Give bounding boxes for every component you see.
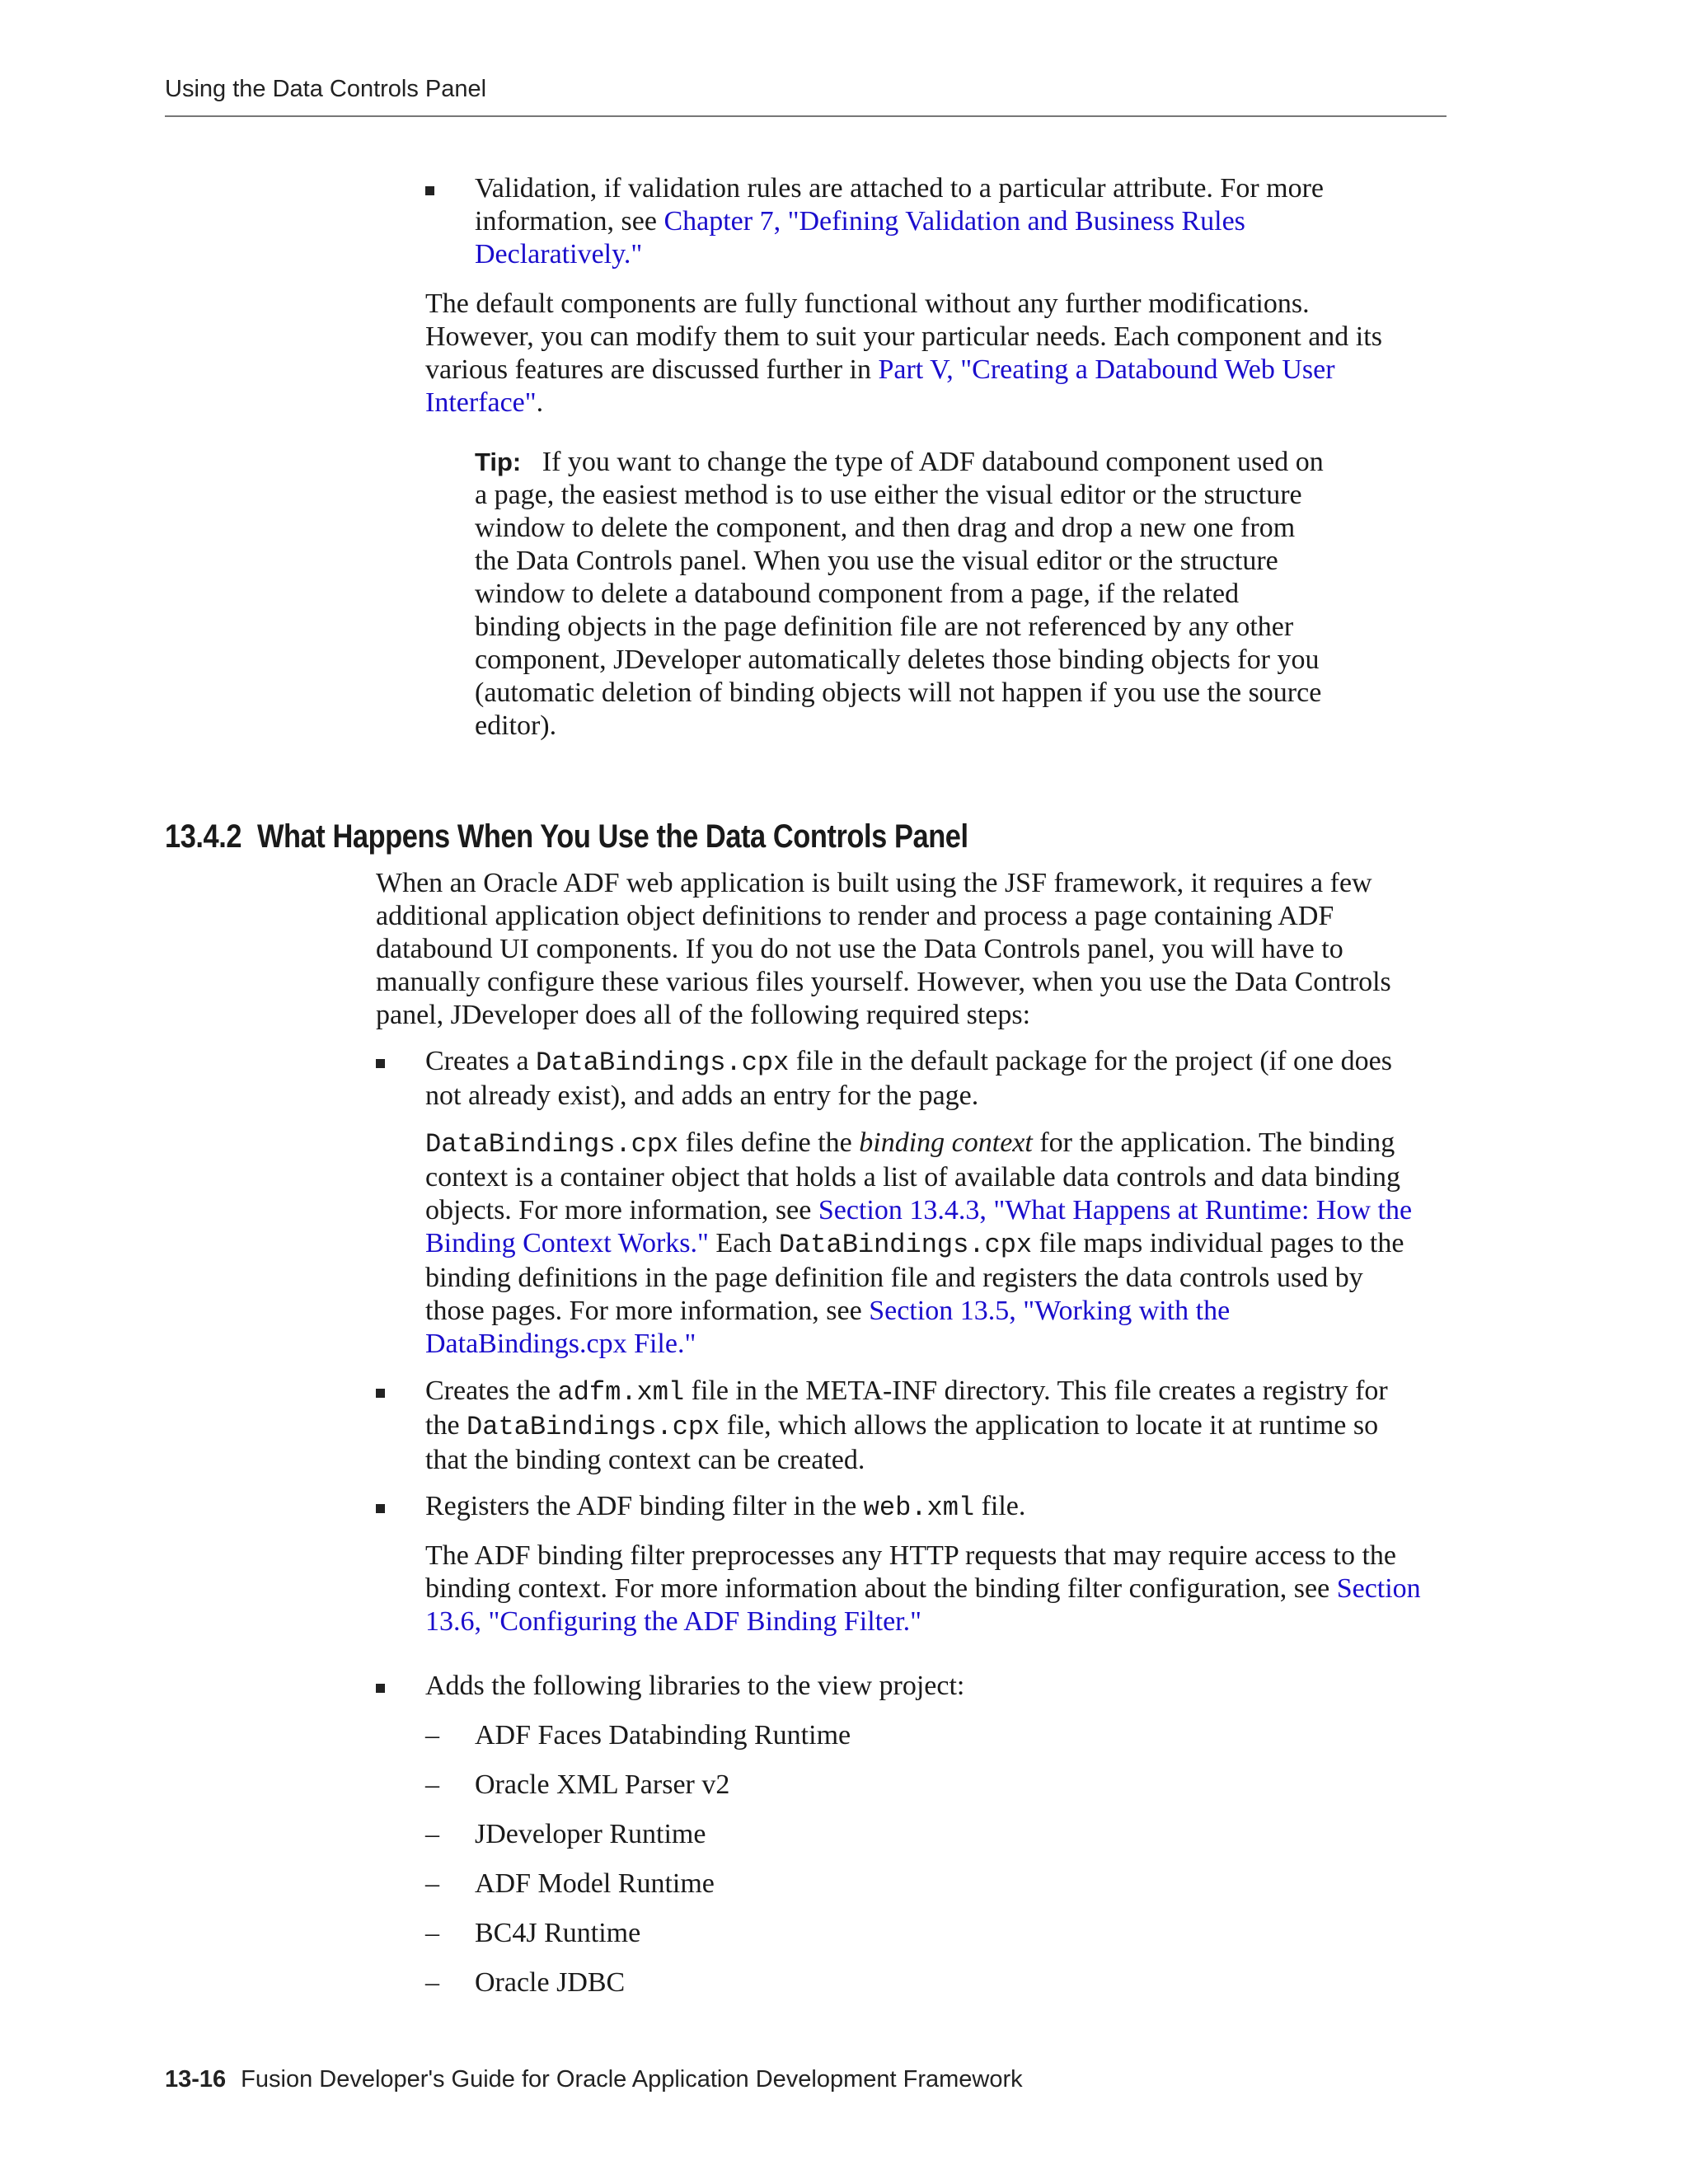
section-number: 13.4.2 (165, 818, 242, 855)
header-rule (165, 115, 1447, 117)
intro-text: When an Oracle ADF web application is built using the JSF framework, it requires a few additional application object definitions to render and process a page containing ADF databound UI components. If you do not use the Data Controls panel, you will have to manually configure these various files yourself. However, when you use the Data Controls panel, JDeveloper does all of the following required steps: (376, 868, 1391, 1030)
bullet1-pre: Creates a (425, 1046, 537, 1076)
bullet-square (376, 1684, 385, 1693)
bullet1-code: DataBindings.cpx (536, 1047, 790, 1078)
library-item: Oracle JDBC (475, 1967, 626, 1998)
binding-context-term: binding context (859, 1127, 1033, 1158)
databindings-t2: for the application. The binding context is a container object that holds a list of available data controls and data binding objects. For more information, see (425, 1127, 1401, 1226)
binding-filter-paragraph (425, 1540, 1431, 1638)
bullet2-code-1: adfm.xml (557, 1377, 685, 1408)
default-components-text: The default components are fully functional without any further modifications. However, you can modify them to suit your particular needs. Each component and its various features are discussed further in (425, 288, 1382, 385)
section-title: What Happens When You Use the Data Controls Panel (256, 818, 968, 855)
dash-marker: – (425, 1819, 439, 1849)
default-components-paragraph (425, 288, 1406, 419)
databindings-code-2: DataBindings.cpx (778, 1230, 1033, 1260)
bullet-square (376, 1504, 385, 1513)
bullet2-pre: Creates the (425, 1376, 558, 1406)
validation-bullet (475, 172, 1406, 271)
bullet2-mid: file in the META-INF directory. This file creates a registry for the (425, 1376, 1388, 1441)
library-item: Oracle XML Parser v2 (475, 1769, 730, 1800)
book-title: Fusion Developer's Guide for Oracle Application Development Framework (241, 2066, 1023, 2093)
bullet3-post: file. (974, 1491, 1026, 1521)
binding-filter-text: The ADF binding filter preprocesses any HTTP requests that may require access to the binding context. For more information about the binding filter configuration, see (425, 1540, 1397, 1604)
bullet-square (376, 1059, 385, 1068)
bullet2-code-2: DataBindings.cpx (467, 1412, 720, 1442)
databindings-t3: Each (708, 1228, 779, 1258)
dash-marker: – (425, 1769, 439, 1800)
part-v-link[interactable]: Part V, "Creating a Databound Web User Interface" (425, 354, 1335, 418)
library-item: JDeveloper Runtime (475, 1819, 706, 1849)
bullet3-pre: Registers the ADF binding filter in the (425, 1491, 864, 1521)
library-item: BC4J Runtime (475, 1918, 641, 1948)
dash-marker: – (425, 1720, 439, 1750)
databindings-paragraph (425, 1127, 1427, 1361)
bullet4-text: Adds the following libraries to the view project: (425, 1671, 965, 1701)
tip-text: If you want to change the type of ADF databound component used on a page, the easiest method is to use either the visual editor or the structure window to delete the component, and then drag and drop a new one from the Data Controls panel. When you use the visual editor or the structure window to delete a databound component from a page, if the related binding objects in the page definition file are not referenced by any other component, JDeveloper automatically deletes those binding objects for you (automatic deletion of binding objects will not happen if you use the source editor). (475, 447, 1324, 741)
section-heading (165, 818, 968, 855)
tip-label: Tip: (475, 448, 522, 476)
databindings-t4: file maps individual pages to the binding definitions in the page definition file and registers the data controls used by those pages. For more information, see (425, 1228, 1404, 1326)
validation-text: Validation, if validation rules are attached to a particular attribute. For more information, see (475, 173, 1325, 237)
section-13-6-link[interactable]: Section 13.6, "Configuring the ADF Binding Filter." (425, 1573, 1421, 1637)
page-number: 13-16 (165, 2066, 227, 2093)
default-components-end: . (536, 387, 544, 418)
dash-marker: – (425, 1868, 439, 1899)
bullet3-code: web.xml (863, 1493, 975, 1523)
section-13-5-link[interactable]: Section 13.5, "Working with the DataBindings.cpx File." (425, 1296, 1231, 1359)
library-item: ADF Model Runtime (475, 1868, 715, 1899)
intro-paragraph (376, 867, 1410, 1032)
section-13-4-3-link[interactable]: Section 13.4.3, "What Happens at Runtime: How the Binding Context Works." (425, 1195, 1413, 1258)
tip-note (475, 446, 1328, 743)
chapter-7-link[interactable]: Chapter 7, "Defining Validation and Business Rules Declaratively." (475, 206, 1245, 269)
bullet-creates-adfm (425, 1375, 1406, 1477)
bullet-registers-filter (425, 1490, 1406, 1525)
page-footer (165, 2066, 1023, 2093)
bullet-creates-databindings (425, 1045, 1406, 1113)
bullet1-post: file in the default package for the project (if one does not already exist), and adds an entry for the page. (425, 1046, 1392, 1111)
databindings-t1: files define the (678, 1127, 860, 1158)
bullet-adds-libraries (425, 1670, 1406, 1703)
bullet-square (376, 1389, 385, 1398)
dash-marker: – (425, 1967, 439, 1998)
bullet-square (425, 186, 434, 195)
running-header: Using the Data Controls Panel (165, 76, 487, 102)
dash-marker: – (425, 1918, 439, 1948)
databindings-code-1: DataBindings.cpx (425, 1129, 679, 1160)
bullet2-post: file, which allows the application to locate it at runtime so that the binding context can be created. (425, 1410, 1379, 1475)
library-item: ADF Faces Databinding Runtime (475, 1720, 851, 1750)
